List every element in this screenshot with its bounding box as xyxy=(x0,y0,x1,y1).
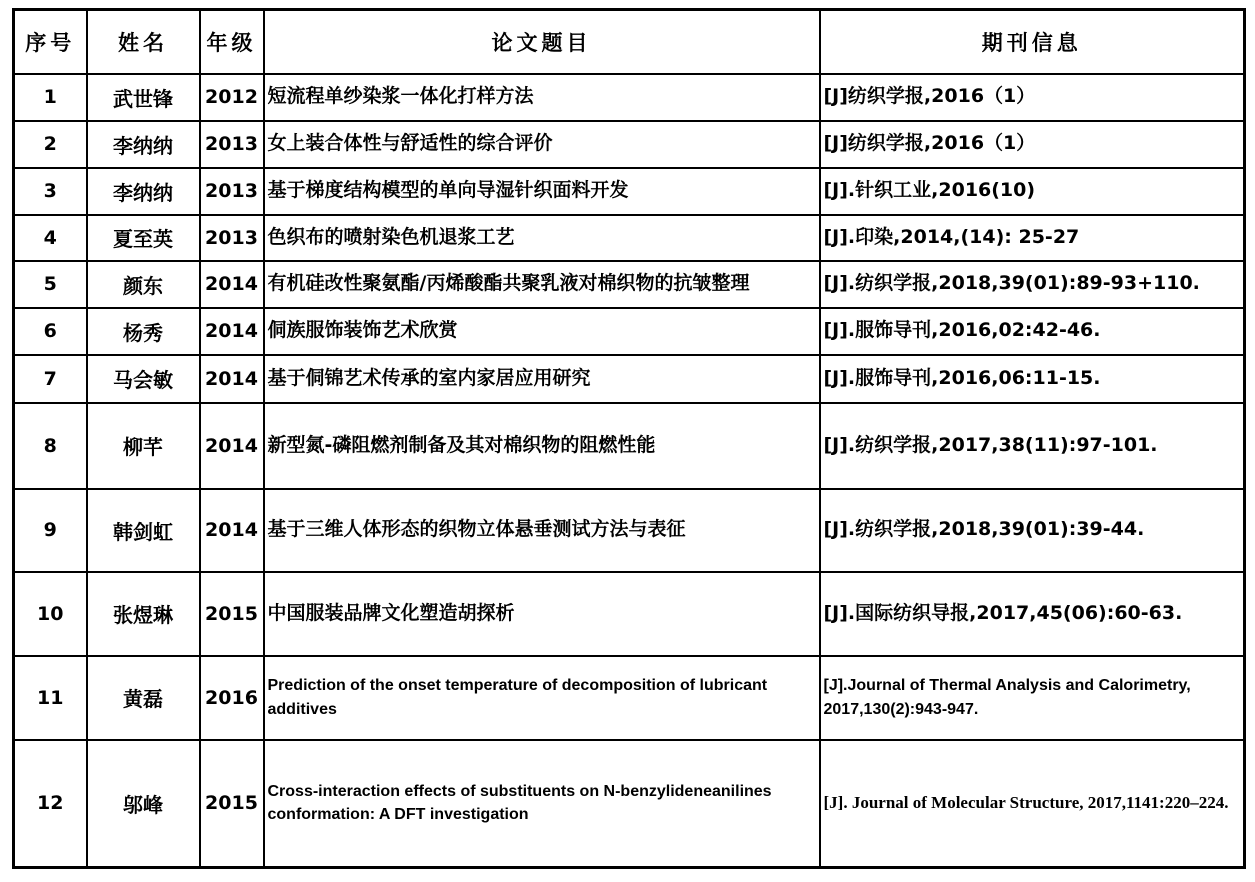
table-row xyxy=(14,215,1245,261)
cell-journal: [J].印染,2014,(14): 25-27 xyxy=(820,215,1245,261)
cell-grade: 2015 xyxy=(200,572,264,656)
cell-name: 李纳纳 xyxy=(87,121,200,168)
cell-grade: 2015 xyxy=(200,740,264,868)
table-row xyxy=(14,489,1245,572)
cell-serial: 7 xyxy=(14,355,87,403)
cell-journal: [J].纺织学报,2018,39(01):39-44. xyxy=(820,489,1245,572)
cell-serial: 6 xyxy=(14,308,87,355)
cell-journal: [J].纺织学报,2017,38(11):97-101. xyxy=(820,403,1245,489)
cell-name: 邬峰 xyxy=(87,740,200,868)
cell-title: 女上装合体性与舒适性的综合评价 xyxy=(264,121,820,168)
cell-title: 色织布的喷射染色机退浆工艺 xyxy=(264,215,820,261)
cell-grade: 2014 xyxy=(200,489,264,572)
header-cell-grade: 年级 xyxy=(200,10,264,74)
table-row xyxy=(14,572,1245,656)
cell-title: 中国服装品牌文化塑造胡探析 xyxy=(264,572,820,656)
cell-name: 马会敏 xyxy=(87,355,200,403)
cell-journal: [J].Journal of Thermal Analysis and Calorimetry, 2017,130(2):943-947. xyxy=(820,656,1245,740)
cell-name: 夏至英 xyxy=(87,215,200,261)
cell-journal: [J].服饰导刊,2016,06:11-15. xyxy=(820,355,1245,403)
cell-serial: 5 xyxy=(14,261,87,308)
table-row xyxy=(14,740,1245,868)
cell-name: 颜东 xyxy=(87,261,200,308)
cell-journal: [J]. Journal of Molecular Structure, 2017,1141:220–224. xyxy=(820,740,1245,868)
cell-name: 李纳纳 xyxy=(87,168,200,215)
cell-serial: 10 xyxy=(14,572,87,656)
cell-journal: [J]纺织学报,2016（1） xyxy=(820,74,1245,121)
cell-title: 基于侗锦艺术传承的室内家居应用研究 xyxy=(264,355,820,403)
cell-serial: 11 xyxy=(14,656,87,740)
cell-serial: 12 xyxy=(14,740,87,868)
cell-name: 韩剑虹 xyxy=(87,489,200,572)
table-row xyxy=(14,261,1245,308)
cell-journal: [J].纺织学报,2018,39(01):89-93+110. xyxy=(820,261,1245,308)
table-row xyxy=(14,656,1245,740)
cell-title: Prediction of the onset temperature of decomposition of lubricant additives xyxy=(264,656,820,740)
header-row xyxy=(14,10,1245,74)
cell-grade: 2014 xyxy=(200,261,264,308)
cell-grade: 2014 xyxy=(200,403,264,489)
cell-grade: 2013 xyxy=(200,215,264,261)
table-row xyxy=(14,168,1245,215)
cell-title: 有机硅改性聚氨酯/丙烯酸酯共聚乳液对棉织物的抗皱整理 xyxy=(264,261,820,308)
cell-serial: 2 xyxy=(14,121,87,168)
cell-serial: 4 xyxy=(14,215,87,261)
table-row xyxy=(14,121,1245,168)
cell-serial: 1 xyxy=(14,74,87,121)
cell-journal: [J].针织工业,2016(10) xyxy=(820,168,1245,215)
header-cell-journal: 期刊信息 xyxy=(820,10,1245,74)
cell-title: Cross-interaction effects of substituents on N-benzylideneanilines conformation: A DFT investigation xyxy=(264,740,820,868)
cell-serial: 3 xyxy=(14,168,87,215)
cell-grade: 2016 xyxy=(200,656,264,740)
cell-grade: 2014 xyxy=(200,355,264,403)
cell-title: 短流程单纱染浆一体化打样方法 xyxy=(264,74,820,121)
header-cell-name: 姓名 xyxy=(87,10,200,74)
cell-title: 新型氮-磷阻燃剂制备及其对棉织物的阻燃性能 xyxy=(264,403,820,489)
cell-name: 柳芊 xyxy=(87,403,200,489)
cell-name: 杨秀 xyxy=(87,308,200,355)
cell-name: 武世锋 xyxy=(87,74,200,121)
cell-serial: 8 xyxy=(14,403,87,489)
table-row xyxy=(14,355,1245,403)
cell-title: 基于梯度结构模型的单向导湿针织面料开发 xyxy=(264,168,820,215)
header-cell-title: 论文题目 xyxy=(264,10,820,74)
cell-title: 侗族服饰装饰艺术欣赏 xyxy=(264,308,820,355)
cell-journal: [J].服饰导刊,2016,02:42-46. xyxy=(820,308,1245,355)
header-cell-no: 序号 xyxy=(14,10,87,74)
cell-name: 张煜琳 xyxy=(87,572,200,656)
cell-journal: [J]纺织学报,2016（1） xyxy=(820,121,1245,168)
cell-grade: 2013 xyxy=(200,168,264,215)
cell-journal: [J].国际纺织导报,2017,45(06):60-63. xyxy=(820,572,1245,656)
cell-grade: 2013 xyxy=(200,121,264,168)
cell-serial: 9 xyxy=(14,489,87,572)
table-row xyxy=(14,403,1245,489)
cell-grade: 2012 xyxy=(200,74,264,121)
cell-title: 基于三维人体形态的织物立体悬垂测试方法与表征 xyxy=(264,489,820,572)
cell-name: 黄磊 xyxy=(87,656,200,740)
cell-grade: 2014 xyxy=(200,308,264,355)
table-row xyxy=(14,308,1245,355)
publications-table xyxy=(12,8,1246,869)
table-row xyxy=(14,74,1245,121)
